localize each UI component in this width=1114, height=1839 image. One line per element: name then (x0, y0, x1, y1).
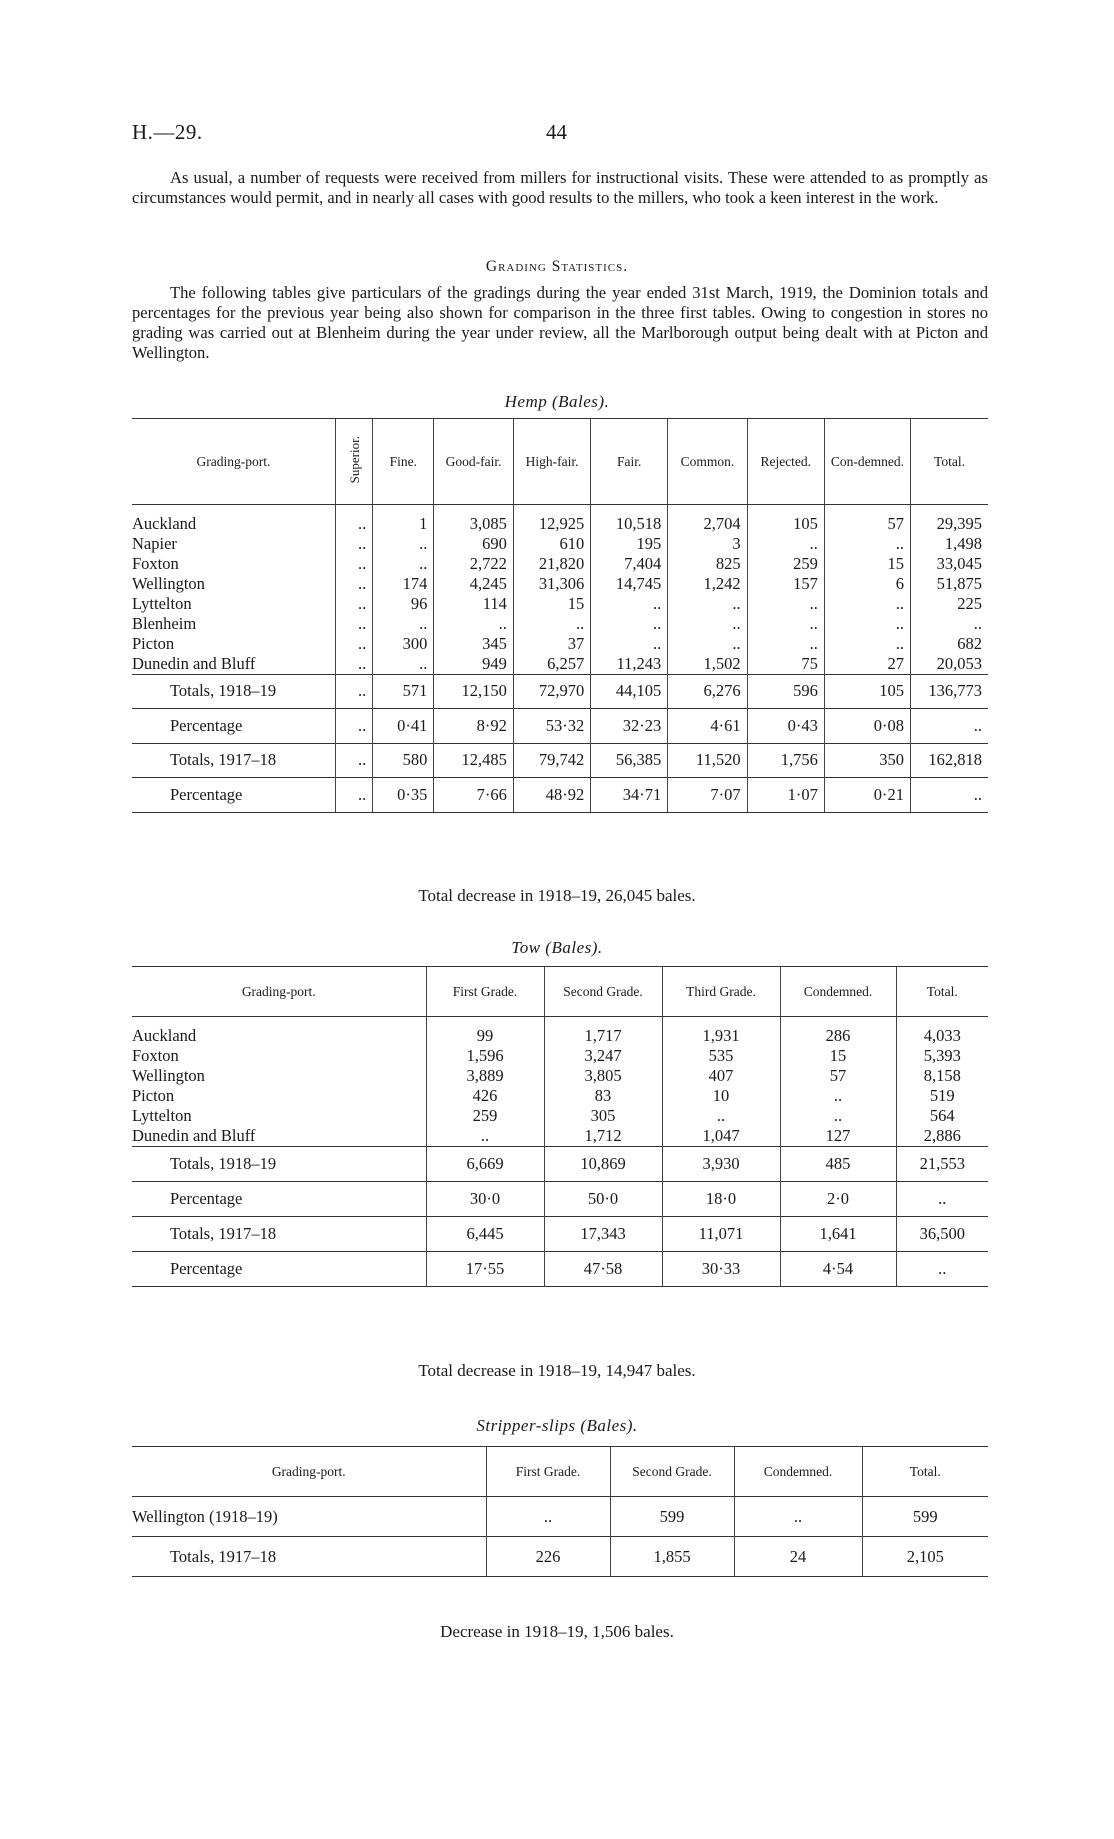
summary-row (132, 743, 988, 778)
cell-value: 27 (824, 654, 910, 675)
cell-value: 1,047 (662, 1126, 780, 1147)
cell-value: .. (591, 634, 668, 654)
cell-value: 44,105 (591, 674, 668, 709)
stripper-header-row (132, 1447, 988, 1497)
cell-value: 4,033 (896, 1017, 988, 1046)
cell-value: .. (335, 634, 373, 654)
stripper-body (132, 1497, 988, 1577)
cell-value: .. (911, 709, 988, 744)
cell-value: 1 (373, 505, 434, 534)
cell-value: 15 (780, 1046, 896, 1066)
cell-value: 1,712 (544, 1126, 662, 1147)
cell-value: .. (747, 634, 824, 654)
cell-value: 30·33 (662, 1251, 780, 1286)
row-label-text: Totals, 1918–19 (170, 681, 277, 701)
intro-paragraph (132, 168, 988, 208)
page-number: 44 (546, 120, 567, 144)
cell-value: 3,247 (544, 1046, 662, 1066)
cell-value: 535 (662, 1046, 780, 1066)
column-header-total: Total. (911, 419, 988, 505)
cell-value: 6,276 (668, 674, 747, 709)
cell-value: .. (911, 778, 988, 813)
cell-value: .. (335, 505, 373, 534)
cell-value: 1,498 (911, 534, 988, 554)
cell-value: 10,518 (591, 505, 668, 534)
cell-value: 259 (426, 1106, 544, 1126)
cell-value: 53·32 (513, 709, 590, 744)
cell-value: 1,596 (426, 1046, 544, 1066)
cell-value: 226 (486, 1537, 610, 1577)
row-label (132, 1216, 426, 1251)
cell-value: 33,045 (911, 554, 988, 574)
cell-value: 72,970 (513, 674, 590, 709)
cell-value: 47·58 (544, 1251, 662, 1286)
row-label-text: Totals, 1918–19 (170, 1153, 277, 1173)
column-header-second-grade: Second Grade. (610, 1447, 734, 1497)
cell-value: 14,745 (591, 574, 668, 594)
cell-value: 6 (824, 574, 910, 594)
row-label-text: Percentage (170, 1258, 243, 1278)
cell-value: 10 (662, 1086, 780, 1106)
cell-value: 136,773 (911, 674, 988, 709)
row-label-text: Lyttelton (132, 1105, 192, 1125)
row-label (132, 1017, 426, 1046)
cell-value: 114 (434, 594, 513, 614)
cell-value: 11,243 (591, 654, 668, 675)
cell-value: 4·61 (668, 709, 747, 744)
cell-value: 56,385 (591, 743, 668, 778)
cell-value: 12,925 (513, 505, 590, 534)
cell-value: 571 (373, 674, 434, 709)
cell-value: .. (734, 1497, 862, 1537)
cell-value: 157 (747, 574, 824, 594)
column-header-superior-text: Superior. (346, 436, 362, 484)
row-label-text: Auckland (132, 513, 197, 533)
cell-value: 682 (911, 634, 988, 654)
column-header-condemned: Condemned. (734, 1447, 862, 1497)
tow-body (132, 1017, 988, 1287)
cell-value: .. (896, 1181, 988, 1216)
summary-row (132, 1216, 988, 1251)
cell-value: .. (747, 534, 824, 554)
cell-value: 17·55 (426, 1251, 544, 1286)
row-label-text: Foxton (132, 553, 179, 573)
row-label (132, 554, 335, 574)
cell-value: 3 (668, 534, 747, 554)
table-row (132, 594, 988, 614)
cell-value: 21,553 (896, 1146, 988, 1181)
row-label (132, 634, 335, 654)
row-label-text: Percentage (170, 715, 243, 735)
row-label (132, 1537, 486, 1577)
cell-value: .. (824, 534, 910, 554)
tow-header-row (132, 967, 988, 1017)
cell-value: .. (373, 534, 434, 554)
cell-value: 18·0 (662, 1181, 780, 1216)
cell-value: 12,485 (434, 743, 513, 778)
table-row (132, 554, 988, 574)
row-label-text: Blenheim (132, 613, 197, 633)
cell-value: 75 (747, 654, 824, 675)
cell-value: .. (911, 614, 988, 634)
section-heading: Grading Statistics. (485, 258, 629, 275)
cell-value: .. (335, 778, 373, 813)
column-header-good-fair: Good-fair. (434, 419, 513, 505)
cell-value: 3,085 (434, 505, 513, 534)
row-label (132, 505, 335, 534)
column-header-grading-port: Grading-port. (132, 967, 426, 1017)
table-row (132, 1066, 988, 1086)
summary-row (132, 1537, 988, 1577)
cell-value: 4,245 (434, 574, 513, 594)
cell-value: 162,818 (911, 743, 988, 778)
row-label-text: Percentage (170, 1188, 243, 1208)
cell-value: .. (591, 614, 668, 634)
cell-value: .. (591, 594, 668, 614)
row-label (132, 1046, 426, 1066)
cell-value: .. (662, 1106, 780, 1126)
cell-value: 29,395 (911, 505, 988, 534)
cell-value: 580 (373, 743, 434, 778)
table-row (132, 1046, 988, 1066)
cell-value: 286 (780, 1017, 896, 1046)
cell-value: 7,404 (591, 554, 668, 574)
cell-value: 610 (513, 534, 590, 554)
cell-value: .. (335, 709, 373, 744)
cell-value: 599 (862, 1497, 988, 1537)
table-row (132, 634, 988, 654)
cell-value: 949 (434, 654, 513, 675)
cell-value: 407 (662, 1066, 780, 1086)
row-label (132, 778, 335, 813)
cell-value: .. (373, 614, 434, 634)
cell-value: 10,869 (544, 1146, 662, 1181)
cell-value: .. (426, 1126, 544, 1147)
row-label-text: Dunedin and Bluff (132, 653, 256, 673)
cell-value: 0·43 (747, 709, 824, 744)
cell-value: .. (335, 594, 373, 614)
summary-row (132, 709, 988, 744)
cell-value: 1,242 (668, 574, 747, 594)
row-label (132, 1497, 486, 1537)
row-label-text: Picton (132, 633, 175, 653)
cell-value: 6,445 (426, 1216, 544, 1251)
cell-value: .. (335, 743, 373, 778)
cell-value: 34·71 (591, 778, 668, 813)
cell-value: 485 (780, 1146, 896, 1181)
cell-value: 3,805 (544, 1066, 662, 1086)
cell-value: 305 (544, 1106, 662, 1126)
cell-value: .. (896, 1251, 988, 1286)
cell-value: 8·92 (434, 709, 513, 744)
cell-value: 31,306 (513, 574, 590, 594)
column-header-second-grade: Second Grade. (544, 967, 662, 1017)
column-header-fair: Fair. (591, 419, 668, 505)
column-header-first-grade: First Grade. (486, 1447, 610, 1497)
cell-value: 51,875 (911, 574, 988, 594)
section-paragraph-text: The following tables give particulars of the gradings during the year ended 31st March, 1919, the Dominion totals and percentages for the previous year being also shown for comparison in the three first tables. Owing to congestion in stores no grading was carried out at Blenheim during the year under review, all the Marlborough output being dealt with at Picton and Wellington. (132, 283, 988, 362)
row-label (132, 594, 335, 614)
cell-value: 57 (780, 1066, 896, 1086)
cell-value: 96 (373, 594, 434, 614)
row-label-text: Wellington (132, 573, 205, 593)
table-row (132, 1017, 988, 1046)
cell-value: .. (335, 534, 373, 554)
cell-value: 225 (911, 594, 988, 614)
row-label (132, 534, 335, 554)
cell-value: 690 (434, 534, 513, 554)
hemp-header-row (132, 419, 988, 505)
row-label (132, 743, 335, 778)
table-row (132, 614, 988, 634)
hemp-total-decrease-note: Total decrease in 1918–19, 26,045 bales. (418, 886, 696, 905)
cell-value: 15 (513, 594, 590, 614)
row-label (132, 654, 335, 675)
cell-value: 1,717 (544, 1017, 662, 1046)
cell-value: 426 (426, 1086, 544, 1106)
cell-value: 1,756 (747, 743, 824, 778)
cell-value: 564 (896, 1106, 988, 1126)
cell-value: 7·07 (668, 778, 747, 813)
summary-row (132, 1146, 988, 1181)
row-label-text: Auckland (132, 1025, 197, 1045)
row-label-text: Wellington (1918–19) (132, 1506, 278, 1526)
cell-value: .. (824, 634, 910, 654)
row-label-text: Percentage (170, 784, 243, 804)
cell-value: 48·92 (513, 778, 590, 813)
tow-table-caption: Tow (Bales). (511, 938, 603, 957)
cell-value: .. (335, 554, 373, 574)
row-label-text: Totals, 1917–18 (170, 1223, 277, 1243)
row-label (132, 1126, 426, 1147)
hemp-body (132, 505, 988, 813)
cell-value: 596 (747, 674, 824, 709)
table-row (132, 534, 988, 554)
table-row (132, 1106, 988, 1126)
hemp-table-caption: Hemp (Bales). (504, 392, 610, 411)
table-row (132, 574, 988, 594)
cell-value: 105 (824, 674, 910, 709)
cell-value: 0·41 (373, 709, 434, 744)
cell-value: .. (824, 614, 910, 634)
cell-value: 11,520 (668, 743, 747, 778)
summary-row (132, 778, 988, 813)
row-label (132, 1146, 426, 1181)
cell-value: .. (373, 654, 434, 675)
tow-total-decrease-note: Total decrease in 1918–19, 14,947 bales. (418, 1361, 696, 1380)
cell-value: 7·66 (434, 778, 513, 813)
cell-value: 83 (544, 1086, 662, 1106)
cell-value: 1,502 (668, 654, 747, 675)
cell-value: 20,053 (911, 654, 988, 675)
cell-value: .. (824, 594, 910, 614)
cell-value: 174 (373, 574, 434, 594)
summary-row (132, 1251, 988, 1286)
cell-value: .. (335, 614, 373, 634)
cell-value: 30·0 (426, 1181, 544, 1216)
cell-value: 105 (747, 505, 824, 534)
cell-value: 599 (610, 1497, 734, 1537)
cell-value: 6,257 (513, 654, 590, 675)
row-label (132, 1251, 426, 1286)
cell-value: 345 (434, 634, 513, 654)
row-label (132, 674, 335, 709)
row-label-text: Picton (132, 1085, 175, 1105)
cell-value: 3,889 (426, 1066, 544, 1086)
tow-table (132, 966, 988, 1287)
cell-value: 2,105 (862, 1537, 988, 1577)
table-row (132, 1126, 988, 1147)
cell-value: 3,930 (662, 1146, 780, 1181)
cell-value: .. (434, 614, 513, 634)
cell-value: 36,500 (896, 1216, 988, 1251)
row-label (132, 1106, 426, 1126)
section-paragraph (132, 283, 988, 363)
column-header-condemned: Condemned. (780, 967, 896, 1017)
table-row (132, 654, 988, 675)
table-row (132, 1497, 988, 1537)
column-header-con-demned: Con-demned. (824, 419, 910, 505)
cell-value: 0·21 (824, 778, 910, 813)
cell-value: 15 (824, 554, 910, 574)
cell-value: .. (668, 594, 747, 614)
cell-value: 12,150 (434, 674, 513, 709)
row-label-text: Napier (132, 533, 177, 553)
cell-value: 1,855 (610, 1537, 734, 1577)
row-label (132, 1086, 426, 1106)
cell-value: 127 (780, 1126, 896, 1147)
cell-value: 2·0 (780, 1181, 896, 1216)
hemp-table (132, 418, 988, 813)
cell-value: 300 (373, 634, 434, 654)
row-label (132, 1066, 426, 1086)
cell-value: 350 (824, 743, 910, 778)
column-header-third-grade: Third Grade. (662, 967, 780, 1017)
cell-value: 11,071 (662, 1216, 780, 1251)
summary-row (132, 1181, 988, 1216)
cell-value: 1,641 (780, 1216, 896, 1251)
column-header-high-fair: High-fair. (513, 419, 590, 505)
cell-value: 2,886 (896, 1126, 988, 1147)
row-label-text: Wellington (132, 1065, 205, 1085)
cell-value: .. (335, 654, 373, 675)
row-label (132, 709, 335, 744)
cell-value: 24 (734, 1537, 862, 1577)
row-label-text: Lyttelton (132, 593, 192, 613)
column-header-fine: Fine. (373, 419, 434, 505)
row-label (132, 574, 335, 594)
column-header-superior (335, 419, 373, 505)
cell-value: .. (335, 574, 373, 594)
column-header-common: Common. (668, 419, 747, 505)
column-header-rejected: Rejected. (747, 419, 824, 505)
cell-value: 519 (896, 1086, 988, 1106)
stripper-decrease-note: Decrease in 1918–19, 1,506 bales. (440, 1622, 674, 1641)
cell-value: .. (513, 614, 590, 634)
cell-value: 50·0 (544, 1181, 662, 1216)
row-label (132, 1181, 426, 1216)
row-label-text: Dunedin and Bluff (132, 1125, 256, 1145)
cell-value: 0·35 (373, 778, 434, 813)
cell-value: 2,722 (434, 554, 513, 574)
cell-value: 1,931 (662, 1017, 780, 1046)
row-label-text: Totals, 1917–18 (170, 1546, 277, 1566)
report-code: H.—29. (132, 120, 203, 144)
cell-value: 57 (824, 505, 910, 534)
cell-value: 825 (668, 554, 747, 574)
cell-value: .. (668, 614, 747, 634)
cell-value: 37 (513, 634, 590, 654)
cell-value: 8,158 (896, 1066, 988, 1086)
cell-value: .. (668, 634, 747, 654)
cell-value: 17,343 (544, 1216, 662, 1251)
column-header-total: Total. (896, 967, 988, 1017)
column-header-total: Total. (862, 1447, 988, 1497)
cell-value: 5,393 (896, 1046, 988, 1066)
table-row (132, 1086, 988, 1106)
summary-row (132, 674, 988, 709)
cell-value: 79,742 (513, 743, 590, 778)
column-header-grading-port: Grading-port. (132, 419, 335, 505)
cell-value: 21,820 (513, 554, 590, 574)
cell-value: 6,669 (426, 1146, 544, 1181)
cell-value: 0·08 (824, 709, 910, 744)
stripper-table-caption: Stripper-slips (Bales). (476, 1416, 638, 1435)
stripper-slips-table (132, 1446, 988, 1577)
cell-value: .. (747, 594, 824, 614)
column-header-first-grade: First Grade. (426, 967, 544, 1017)
column-header-grading-port: Grading-port. (132, 1447, 486, 1497)
cell-value: .. (335, 674, 373, 709)
cell-value: 99 (426, 1017, 544, 1046)
cell-value: 195 (591, 534, 668, 554)
cell-value: .. (373, 554, 434, 574)
row-label-text: Totals, 1917–18 (170, 750, 277, 770)
cell-value: 1·07 (747, 778, 824, 813)
cell-value: 32·23 (591, 709, 668, 744)
cell-value: .. (747, 614, 824, 634)
cell-value: 259 (747, 554, 824, 574)
cell-value: .. (486, 1497, 610, 1537)
row-label (132, 614, 335, 634)
cell-value: .. (780, 1086, 896, 1106)
table-row (132, 505, 988, 534)
row-label-text: Foxton (132, 1045, 179, 1065)
cell-value: 2,704 (668, 505, 747, 534)
cell-value: 4·54 (780, 1251, 896, 1286)
intro-paragraph-text: As usual, a number of requests were received from millers for instructional visits. These were attended to as promptly as circumstances would permit, and in nearly all cases with good results to the millers, who took a keen interest in the work. (132, 168, 988, 207)
cell-value: .. (780, 1106, 896, 1126)
